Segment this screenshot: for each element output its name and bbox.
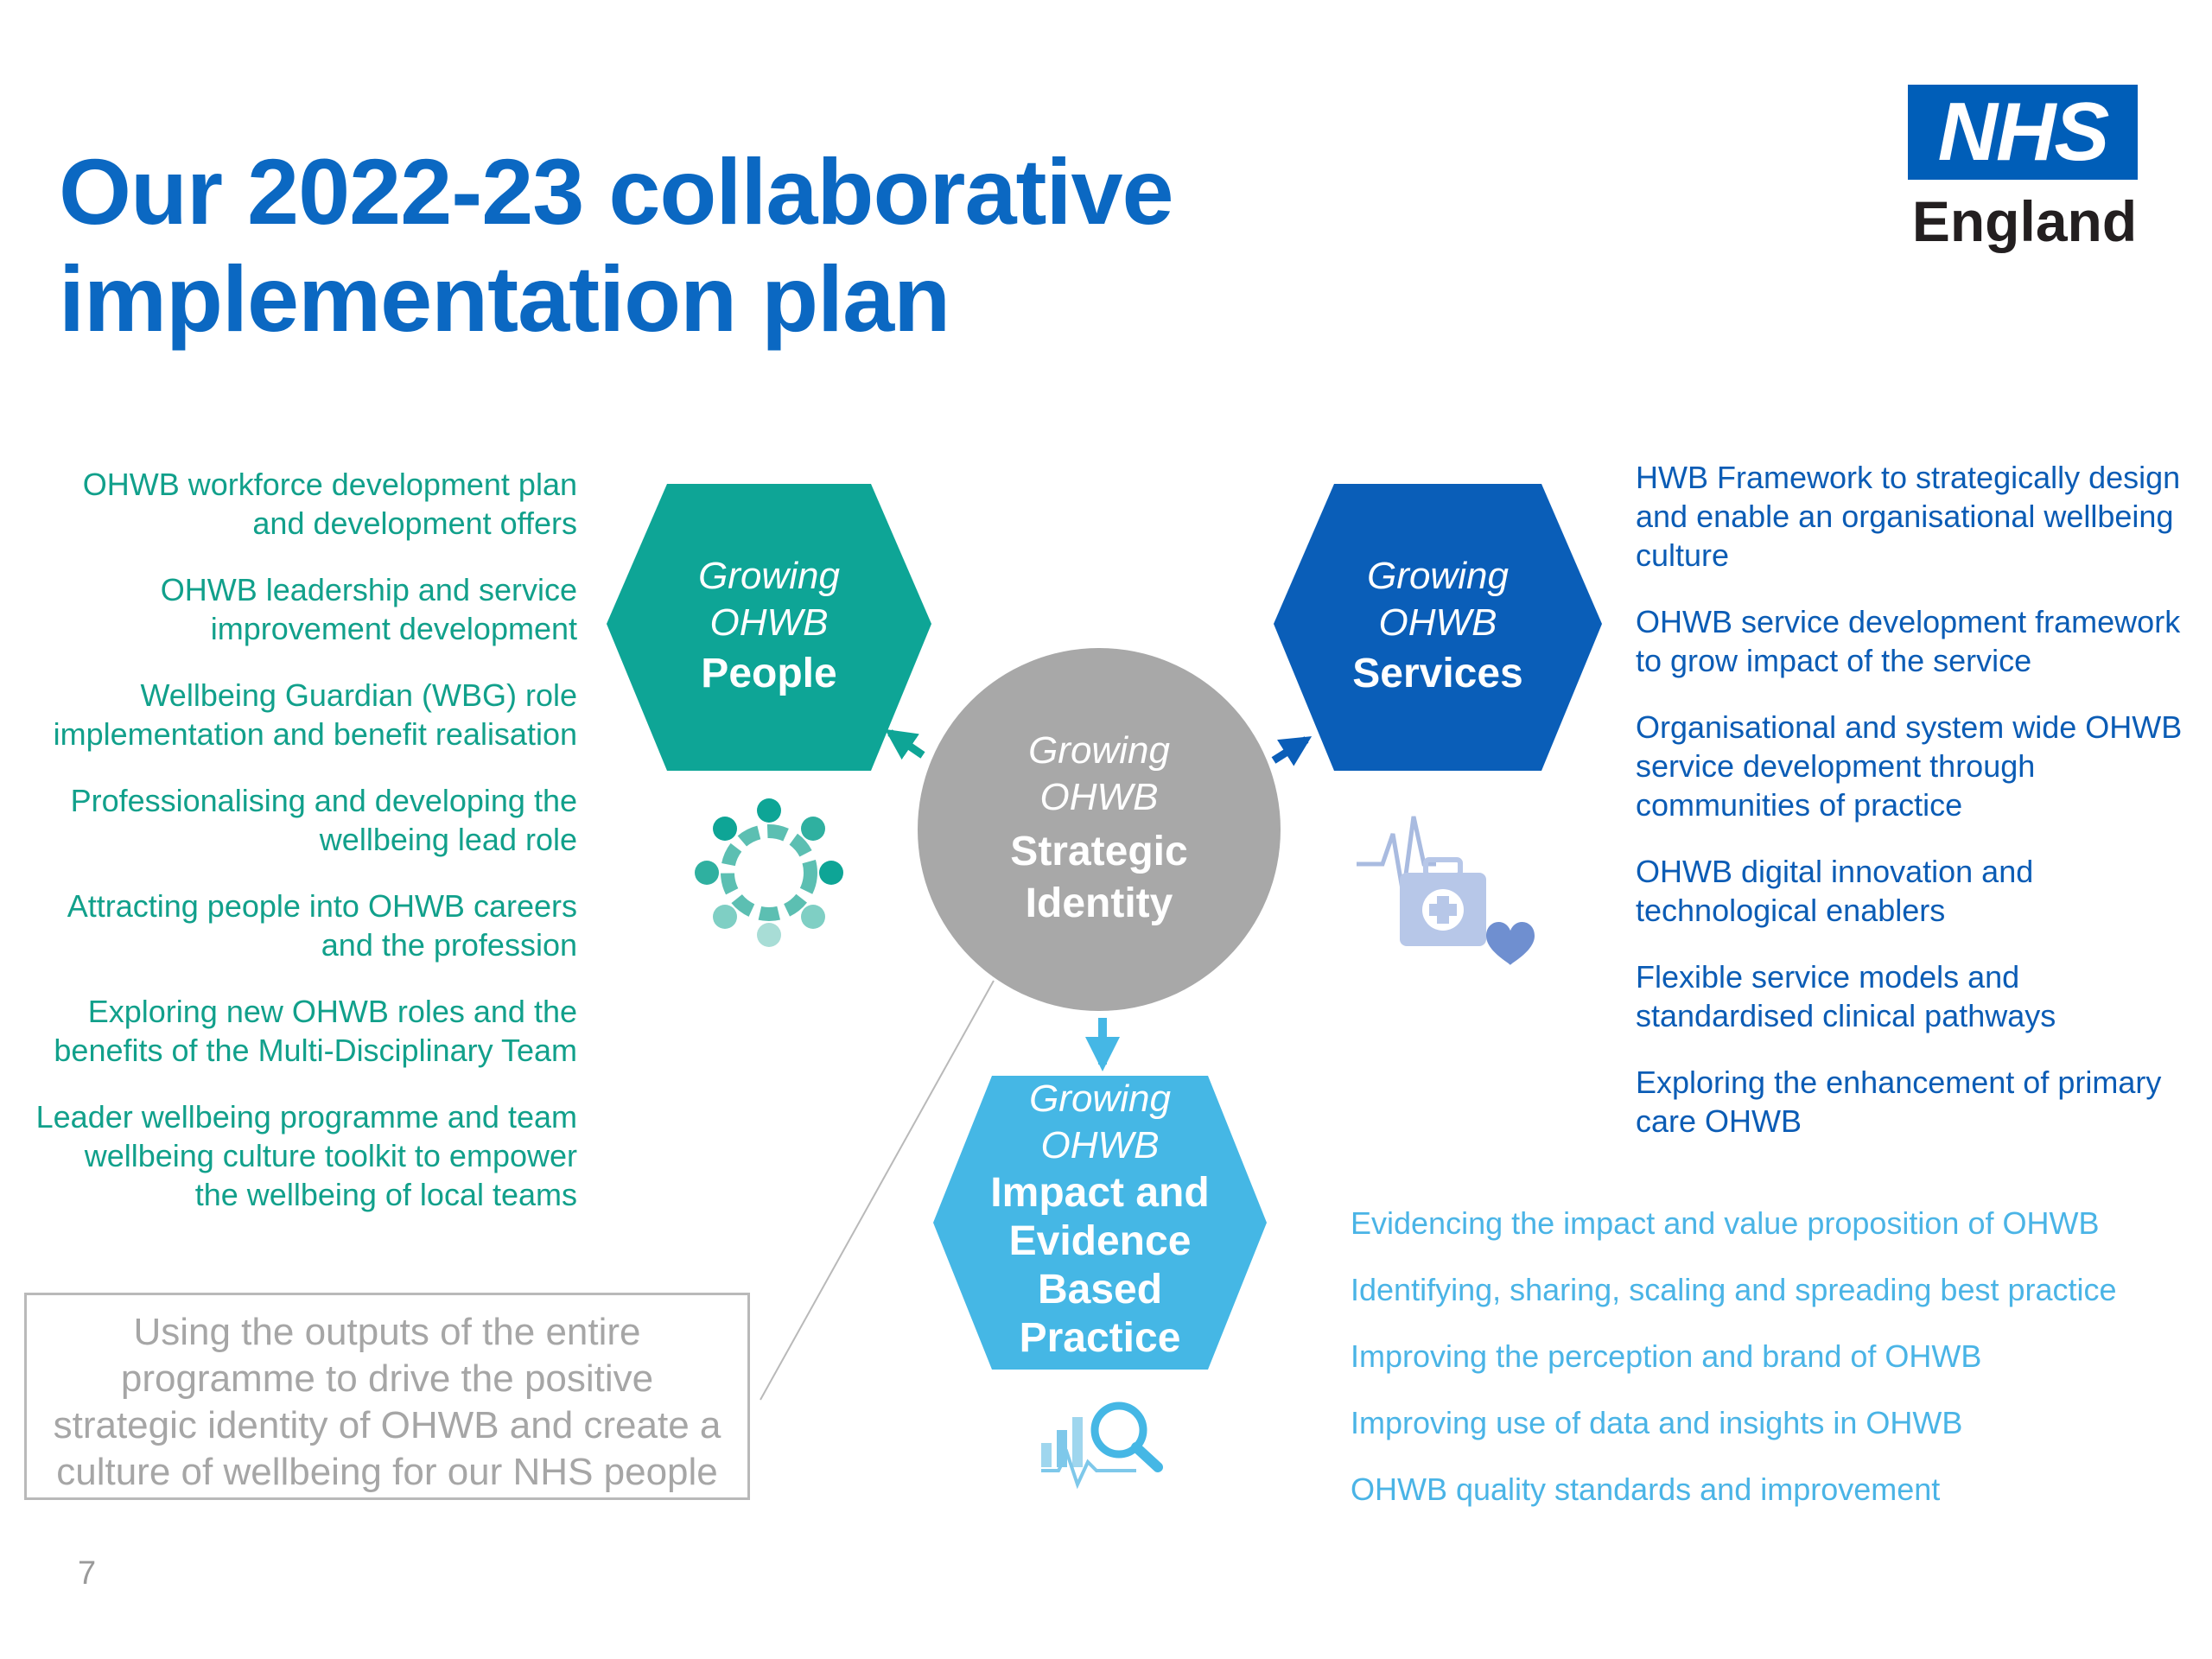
callout-line-1: Using the outputs of the entire xyxy=(133,1311,641,1353)
list-item-line: culture xyxy=(1636,537,1730,573)
list-item xyxy=(1636,852,2210,930)
medical-kit-heart-icon xyxy=(1357,817,1535,965)
list-item xyxy=(0,570,577,648)
list-item xyxy=(0,992,577,1070)
list-item-line: wellbeing lead role xyxy=(319,822,577,857)
list-item xyxy=(0,1097,577,1214)
list-item-line: Wellbeing Guardian (WBG) role xyxy=(140,677,577,713)
services-hex-line2: OHWB xyxy=(1378,601,1497,644)
people-hexagon-label xyxy=(607,484,931,771)
list-item: Improving the perception and brand of OHWB xyxy=(1351,1338,1982,1374)
list-item xyxy=(1636,708,2210,824)
callout-line-2: programme to drive the positive xyxy=(120,1357,654,1400)
list-item-line: the wellbeing of local teams xyxy=(194,1177,577,1212)
callout-line-3: strategic identity of OHWB and create a xyxy=(53,1404,721,1446)
services-hex-title: Services xyxy=(1352,651,1523,696)
callout-line-4: culture of wellbeing for our NHS people xyxy=(56,1451,718,1493)
list-item-line: OHWB digital innovation and xyxy=(1636,854,2034,889)
list-item-line: standardised clinical pathways xyxy=(1636,998,2056,1033)
list-item-line: wellbeing culture toolkit to empower xyxy=(84,1138,577,1173)
list-item-line: care OHWB xyxy=(1636,1103,1802,1139)
list-item xyxy=(1636,458,2210,575)
list-item-line: implementation and benefit realisation xyxy=(53,716,577,752)
title-line-2: implementation plan xyxy=(59,246,950,351)
list-item: Improving use of data and insights in OHWB xyxy=(1351,1405,1963,1440)
services-initiatives-list xyxy=(1636,458,2210,1168)
people-circle-icon xyxy=(695,798,843,947)
list-item-line: Professionalising and developing the xyxy=(70,783,577,818)
list-item-line: Leader wellbeing programme and team xyxy=(35,1099,577,1135)
list-item: Evidencing the impact and value proposition of OHWB xyxy=(1351,1205,2100,1241)
nhs-logo-mark: NHS xyxy=(1908,85,2138,180)
list-item-line: OHWB service development framework xyxy=(1636,604,2181,639)
list-item-line: and enable an organisational wellbeing xyxy=(1636,499,2174,534)
identity-line1: Growing xyxy=(1028,729,1170,772)
evidence-hex-line1: Growing xyxy=(1029,1077,1171,1120)
list-item-line: OHWB leadership and service xyxy=(160,572,577,607)
list-item-line: OHWB workforce development plan xyxy=(82,467,577,502)
strategic-identity-callout xyxy=(24,1293,750,1500)
list-item-line: and the profession xyxy=(321,927,577,963)
title-line-1: Our 2022-23 collaborative xyxy=(59,139,1173,244)
list-item xyxy=(0,887,577,964)
evidence-hex-title-1: Impact and xyxy=(990,1170,1210,1216)
list-item-line: Flexible service models and xyxy=(1636,959,2020,995)
evidence-hex-line2: OHWB xyxy=(1040,1124,1160,1166)
list-item-line: Attracting people into OHWB careers xyxy=(67,888,577,924)
identity-title-1: Strategic xyxy=(1010,829,1188,874)
identity-line2: OHWB xyxy=(1039,776,1159,818)
evidence-hex-title-2: Evidence xyxy=(1008,1218,1192,1264)
list-item xyxy=(0,465,577,543)
people-hex-line2: OHWB xyxy=(709,601,829,644)
identity-title-2: Identity xyxy=(1025,880,1173,926)
list-item xyxy=(1636,602,2210,680)
list-item xyxy=(1636,1063,2210,1141)
people-hex-title: People xyxy=(701,651,837,696)
identity-circle-label xyxy=(918,648,1281,1011)
list-item-line: service development through xyxy=(1636,748,2036,784)
people-hex-line1: Growing xyxy=(698,555,840,597)
list-item xyxy=(1636,957,2210,1035)
list-item xyxy=(0,781,577,859)
list-item-line: benefits of the Multi-Disciplinary Team xyxy=(54,1033,577,1068)
services-hexagon-label xyxy=(1274,484,1602,771)
list-item-line: HWB Framework to strategically design xyxy=(1636,460,2181,495)
list-item-line: Organisational and system wide OHWB xyxy=(1636,709,2183,745)
list-item: Identifying, sharing, scaling and spreading best practice xyxy=(1351,1272,2117,1307)
list-item-line: communities of practice xyxy=(1636,787,1963,823)
list-item xyxy=(0,676,577,753)
evidence-hex-title-3: Based xyxy=(1037,1267,1163,1313)
evidence-hex-title-4: Practice xyxy=(1019,1315,1181,1361)
nhs-logo-org: England xyxy=(1911,189,2138,253)
evidence-hexagon-label xyxy=(933,1076,1267,1370)
people-initiatives-list xyxy=(0,465,577,1242)
list-item-line: to grow impact of the service xyxy=(1636,643,2032,678)
list-item-line: technological enablers xyxy=(1636,893,1946,928)
evidence-initiatives-list xyxy=(1351,1204,2206,1536)
data-magnifier-icon xyxy=(1041,1406,1158,1484)
list-item-line: Exploring new OHWB roles and the xyxy=(87,994,577,1029)
list-item-line: Exploring the enhancement of primary xyxy=(1636,1065,2162,1100)
page-number: 7 xyxy=(78,1555,97,1592)
list-item-line: and development offers xyxy=(252,505,577,541)
list-item: OHWB quality standards and improvement xyxy=(1351,1471,1941,1507)
list-item-line: improvement development xyxy=(210,611,577,646)
services-hex-line1: Growing xyxy=(1367,555,1509,597)
